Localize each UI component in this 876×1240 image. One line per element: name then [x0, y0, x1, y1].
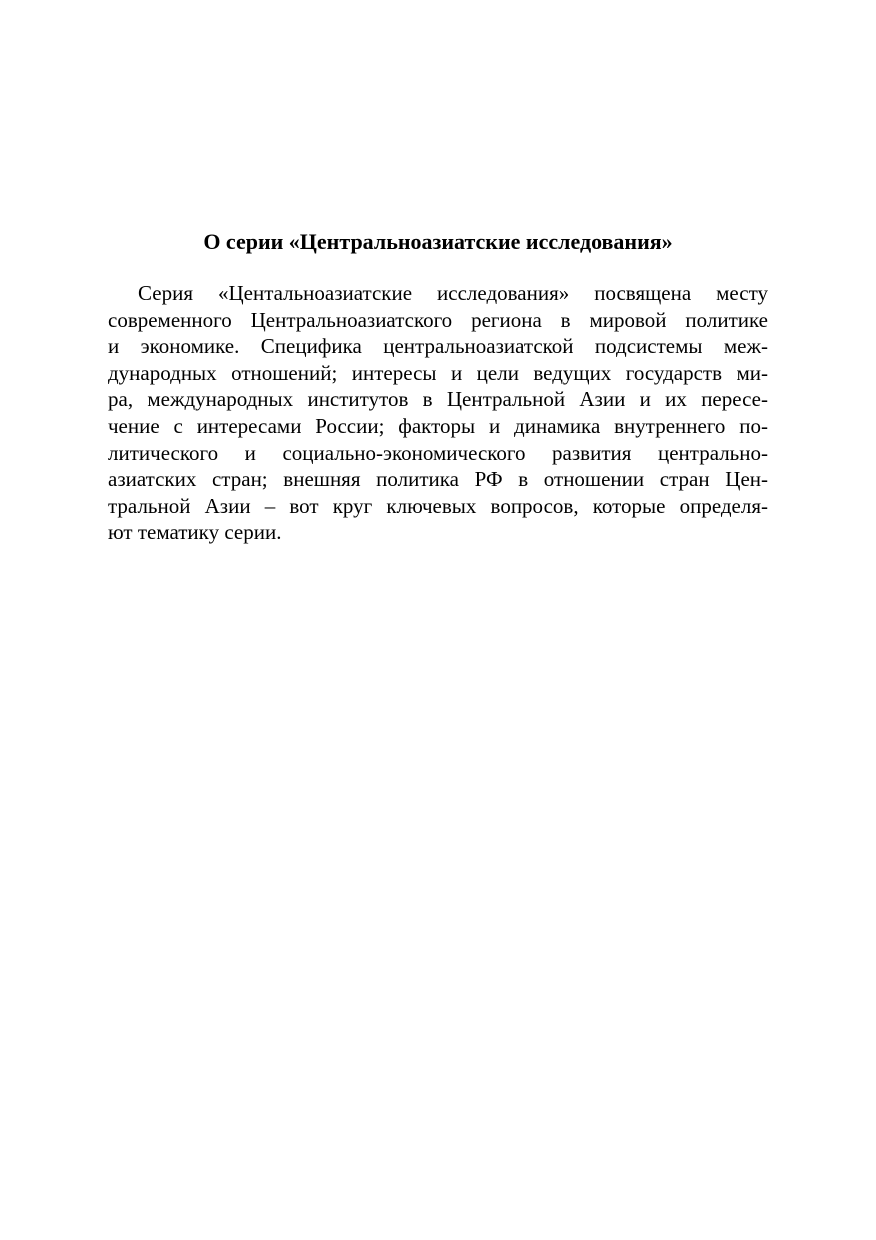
paragraph-line: ра, международных институтов в Центральной Азии и их пересе- [108, 387, 768, 412]
paragraph-line: ют тематику серии. [108, 520, 282, 545]
paragraph-line: и экономике. Специфика центральноазиатской подсистемы меж- [108, 334, 768, 359]
paragraph-line: литического и социально-экономического развития центрально- [108, 440, 768, 465]
series-title: О серии «Центральноазиатские исследования» [203, 229, 673, 254]
paragraph-line: азиатских стран; внешняя политика РФ в отношении стран Цен- [108, 467, 768, 492]
paragraph-line: современного Центральноазиатского региона в мировой политике [108, 307, 768, 332]
series-description [108, 280, 768, 546]
paragraph-line: Серия «Центальноазиатские исследования» посвящена месту [138, 281, 768, 305]
paragraph-line: тральной Азии – вот круг ключевых вопросов, которые определя- [108, 493, 768, 518]
paragraph-line: дународных отношений; интересы и цели ведущих государств ми- [108, 360, 768, 385]
paragraph-line: чение с интересами России; факторы и динамика внутреннего по- [108, 413, 768, 438]
